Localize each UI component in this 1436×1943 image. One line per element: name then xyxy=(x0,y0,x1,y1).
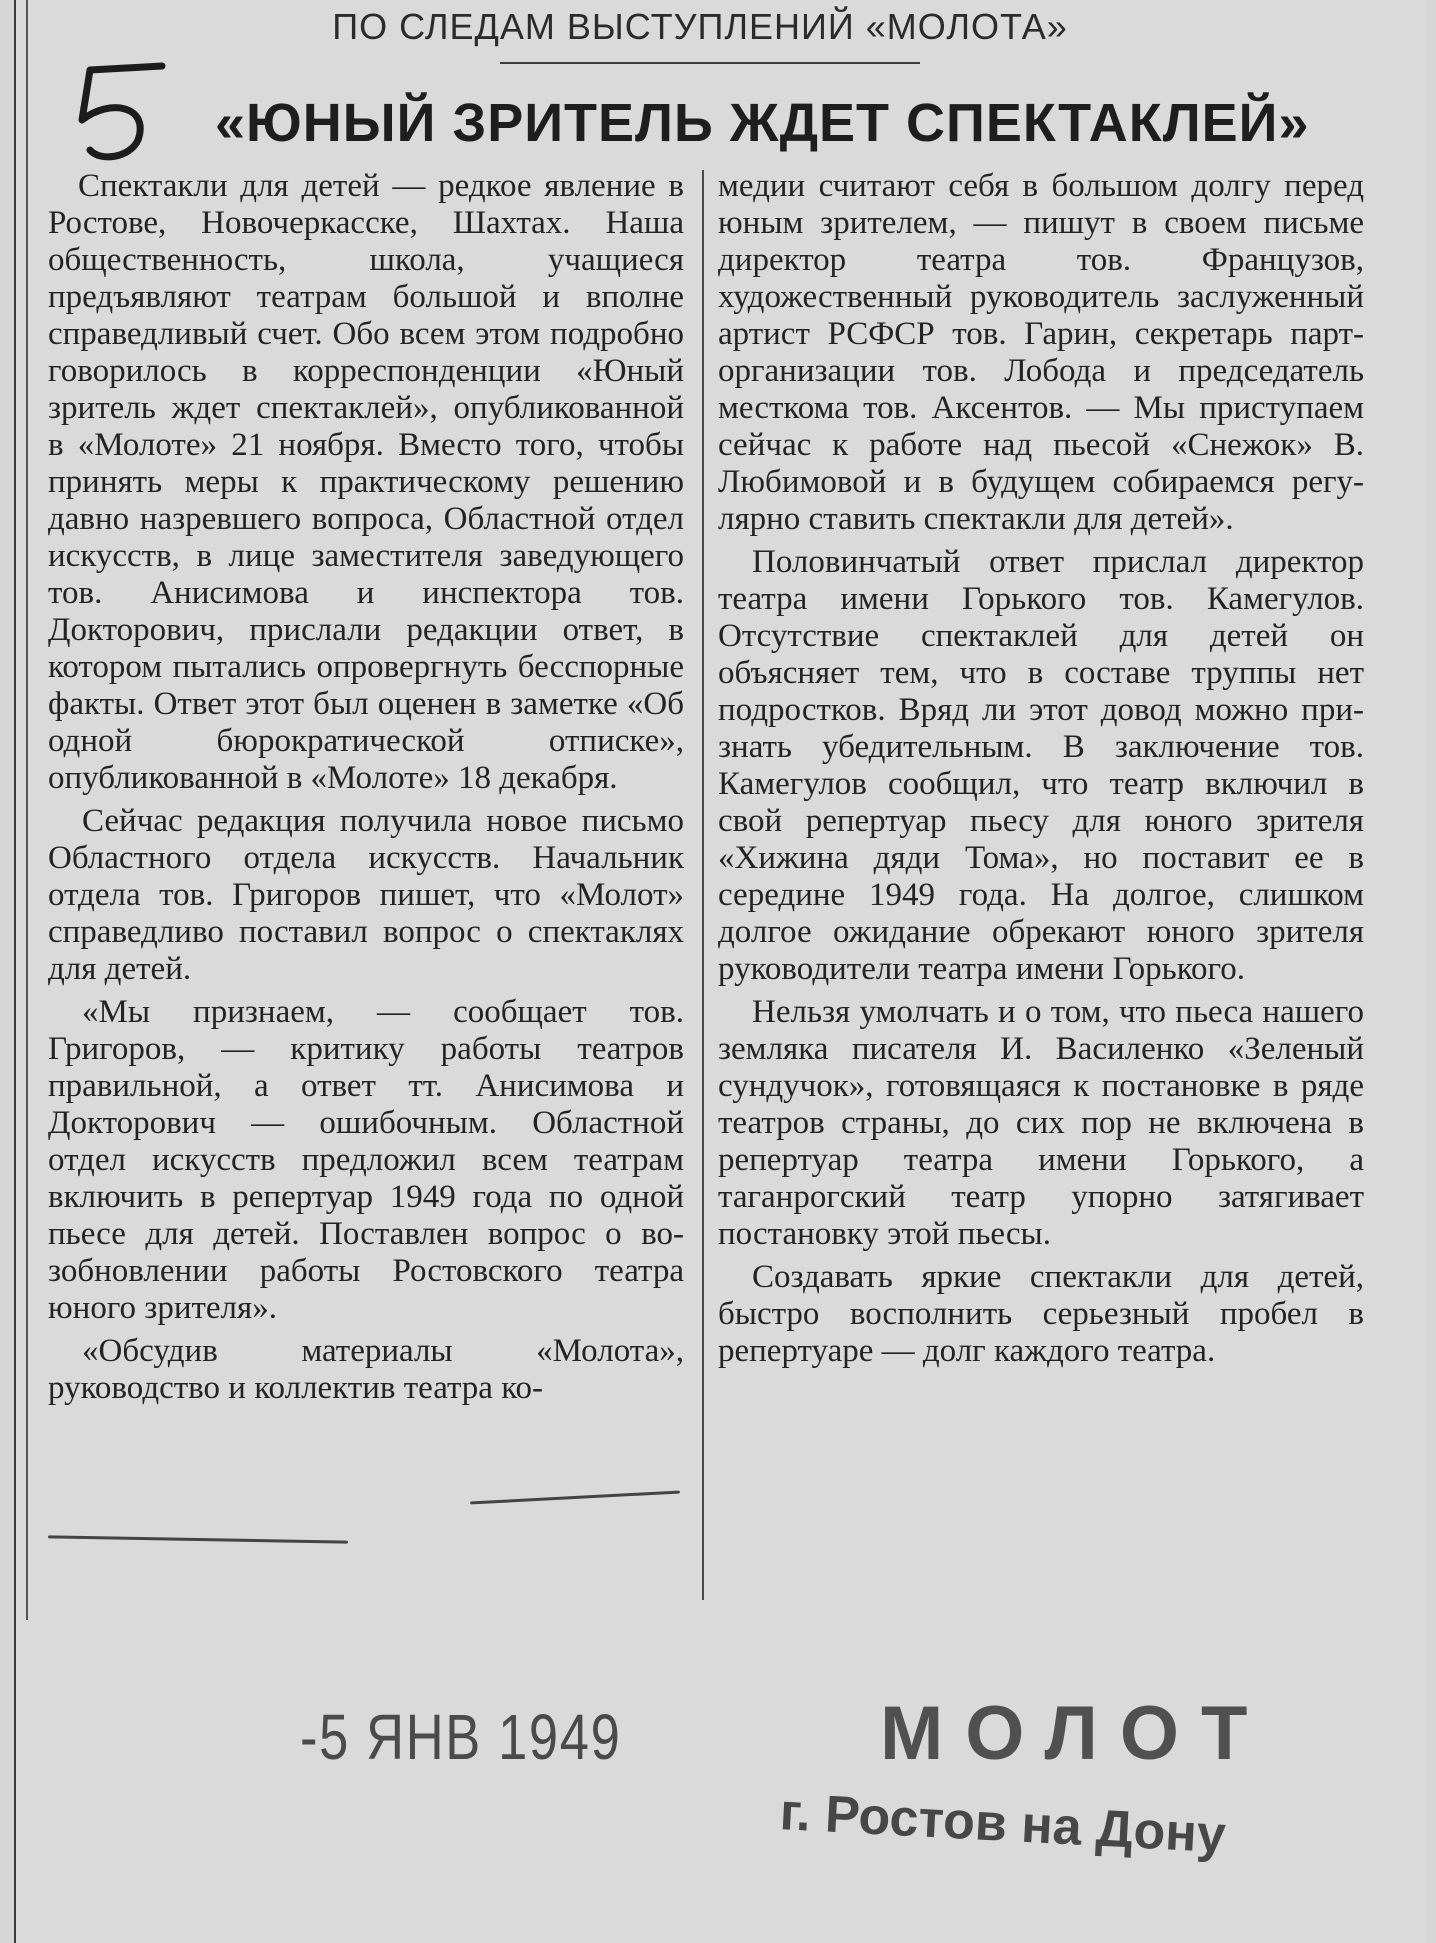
rubric-underline xyxy=(500,62,920,64)
paragraph: Спектакли для детей — редкое явление в Ростове, Новочеркасске, Шахтах. Наша общественность, школа, учащиеся предъявляют театрам большой и вполне справедливый счет. Обо всем этом подробно говорилось в корреспонденции «Юный зритель ждет спектаклей», опубликованной в «Молоте» 21 ноября. Вместо того, чтобы принять меры к практическому решению давно назревшего вопроса, Областной отдел искусств, в лице заместителя заведующего тов. Анисимова и инспектора тов. Докторович, прислали редакции ответ, в котором пытались опровергнуть бесспорные факты. Ответ этот был оценен в заметке «Об одной бюрократической отписке», опубликованной в «Молоте» 18 декабря. xyxy=(48,168,684,796)
article-column-right xyxy=(718,168,1364,1376)
section-rubric: ПО СЛЕДАМ ВЫСТУПЛЕНИЙ «МОЛОТА» xyxy=(332,6,1068,47)
paragraph: медии считают себя в большом долгу перед юным зрителем, — пишут в своем письме директор театра тов. Французов, художественный руководитель заслуженный артист РСФСР тов. Гарин, секретарь парторганизации тов. Лобода и председатель месткома тов. Аксентов. — Мы приступаем сейчас к работе над пьесой «Снежок» В. Любимовой и в будущем собираемся регулярно ставить спектакли для детей». xyxy=(718,168,1364,537)
paragraph: «Обсудив материалы «Молота», руководство и коллектив театра ко- xyxy=(48,1333,684,1406)
newspaper-stamp: МОЛОТ xyxy=(880,1691,1270,1776)
article-headline: «ЮНЫЙ ЗРИТЕЛЬ ЖДЕТ СПЕКТАКЛЕЙ» xyxy=(215,93,1310,153)
article-column-left xyxy=(48,168,684,1413)
paragraph: Половинчатый ответ прислал директор театра имени Горького тов. Камегулов. Отсутствие спектаклей для детей он объясняет тем, что в составе труппы нет подростков. Вряд ли этот довод можно признать убедительным. В заключение тов. Камегулов сообщил, что театр включил в свой репертуар пьесу для юного зрителя «Хижина дяди Тома», но поставит ее в середине 1949 года. На долгое, слишком долгое ожидание обрекают юного зрителя руководители театра имени Горького. xyxy=(718,544,1364,987)
column-divider xyxy=(702,170,704,1600)
paragraph: Создавать яркие спектакли для детей, быстро восполнить серьезный пробел в репертуаре — долг каждого театра. xyxy=(718,1259,1364,1369)
paragraph: «Мы признаем, — сообщает тов. Григоров, — критику работы театров правильной, а ответ тт. Анисимова и Докторович — ошибочным. Областной отдел искусств предложил всем театрам включить в репертуар 1949 года по одной пьесе для детей. Поставлен вопрос о возобновлении работы Ростовского театра юного зрителя». xyxy=(48,994,684,1326)
date-stamp: -5 ЯНВ 1949 xyxy=(300,1701,622,1773)
clipping-edge-line xyxy=(26,0,28,1620)
city-stamp: г. Ростов на Дону xyxy=(778,1783,1228,1865)
paragraph: Нельзя умолчать и о том, что пьеса нашего земляка писателя И. Василенко «Зеленый сундучок», готовящаяся к постановке в ряде театров страны, до сих пор не включена в репертуар театра имени Горького, а таганрогский театр упорно затягивает постановку этой пьесы. xyxy=(718,994,1364,1252)
handwritten-number-mark xyxy=(70,58,170,168)
paragraph: Сейчас редакция получила новое письмо Областного отдела искусств. Начальник отдела тов. Григоров пишет, что «Молот» справедливо поставил вопрос о спектаклях для детей. xyxy=(48,803,684,987)
